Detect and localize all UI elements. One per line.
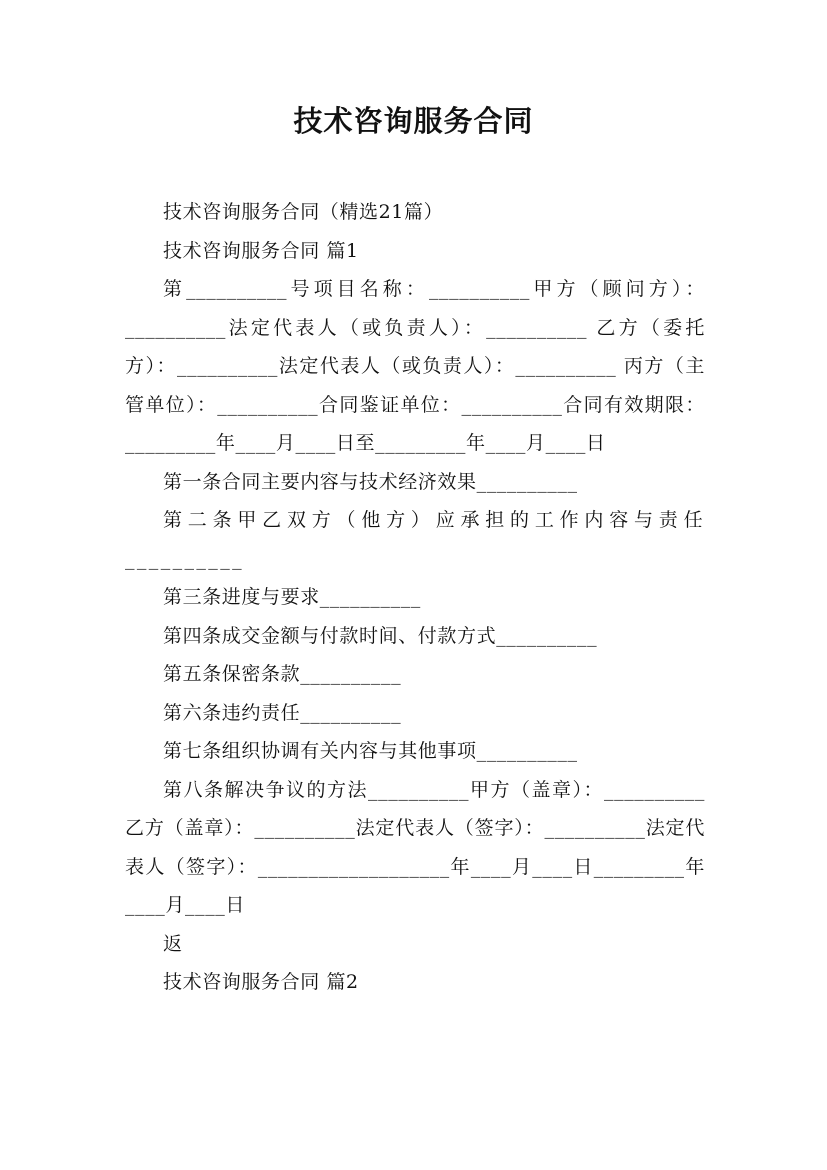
paragraph-article-8-signatures: 第八条解决争议的方法__________甲方（盖章）：__________乙方（盖章）：__________法定代表人（签字）：__________法定代表人（签字）：___________________年____月____日_________年____月____日 — [125, 778, 705, 916]
paragraph-return: 返 — [163, 932, 183, 955]
paragraph-article-3: 第三条进度与要求__________ — [163, 586, 421, 608]
paragraph-collection-title: 技术咨询服务合同（精选21篇） — [163, 201, 444, 223]
document-title: 技术咨询服务合同 — [293, 104, 534, 138]
paragraph-section-heading: 技术咨询服务合同 篇1 — [163, 239, 359, 262]
paragraph-article-1: 第一条合同主要内容与技术经济效果__________ — [163, 470, 578, 493]
paragraph-article-2: 第二条甲乙双方（他方）应承担的工作内容与责任__________ — [125, 509, 705, 570]
paragraph-article-7: 第七条组织协调有关内容与其他事项__________ — [163, 740, 578, 762]
paragraph-article-4: 第四条成交金额与付款时间、付款方式__________ — [163, 624, 598, 647]
paragraph-contract-parties: 第__________号项目名称：__________甲方（顾问方）：__________法定代表人（或负责人）：__________ 乙方（委托方）：__________法定代表人（或负责人）：__________ 丙方（主管单位）：__________合同鉴证单位：__________合同有效期限：_________年____月____日至_________年____月____日 — [125, 278, 705, 454]
paragraph-article-6: 第六条违约责任__________ — [163, 701, 402, 724]
paragraph-next-section-heading: 技术咨询服务合同 篇2 — [163, 971, 359, 993]
document-body — [125, 193, 705, 1002]
paragraph-article-5: 第五条保密条款__________ — [163, 663, 402, 685]
